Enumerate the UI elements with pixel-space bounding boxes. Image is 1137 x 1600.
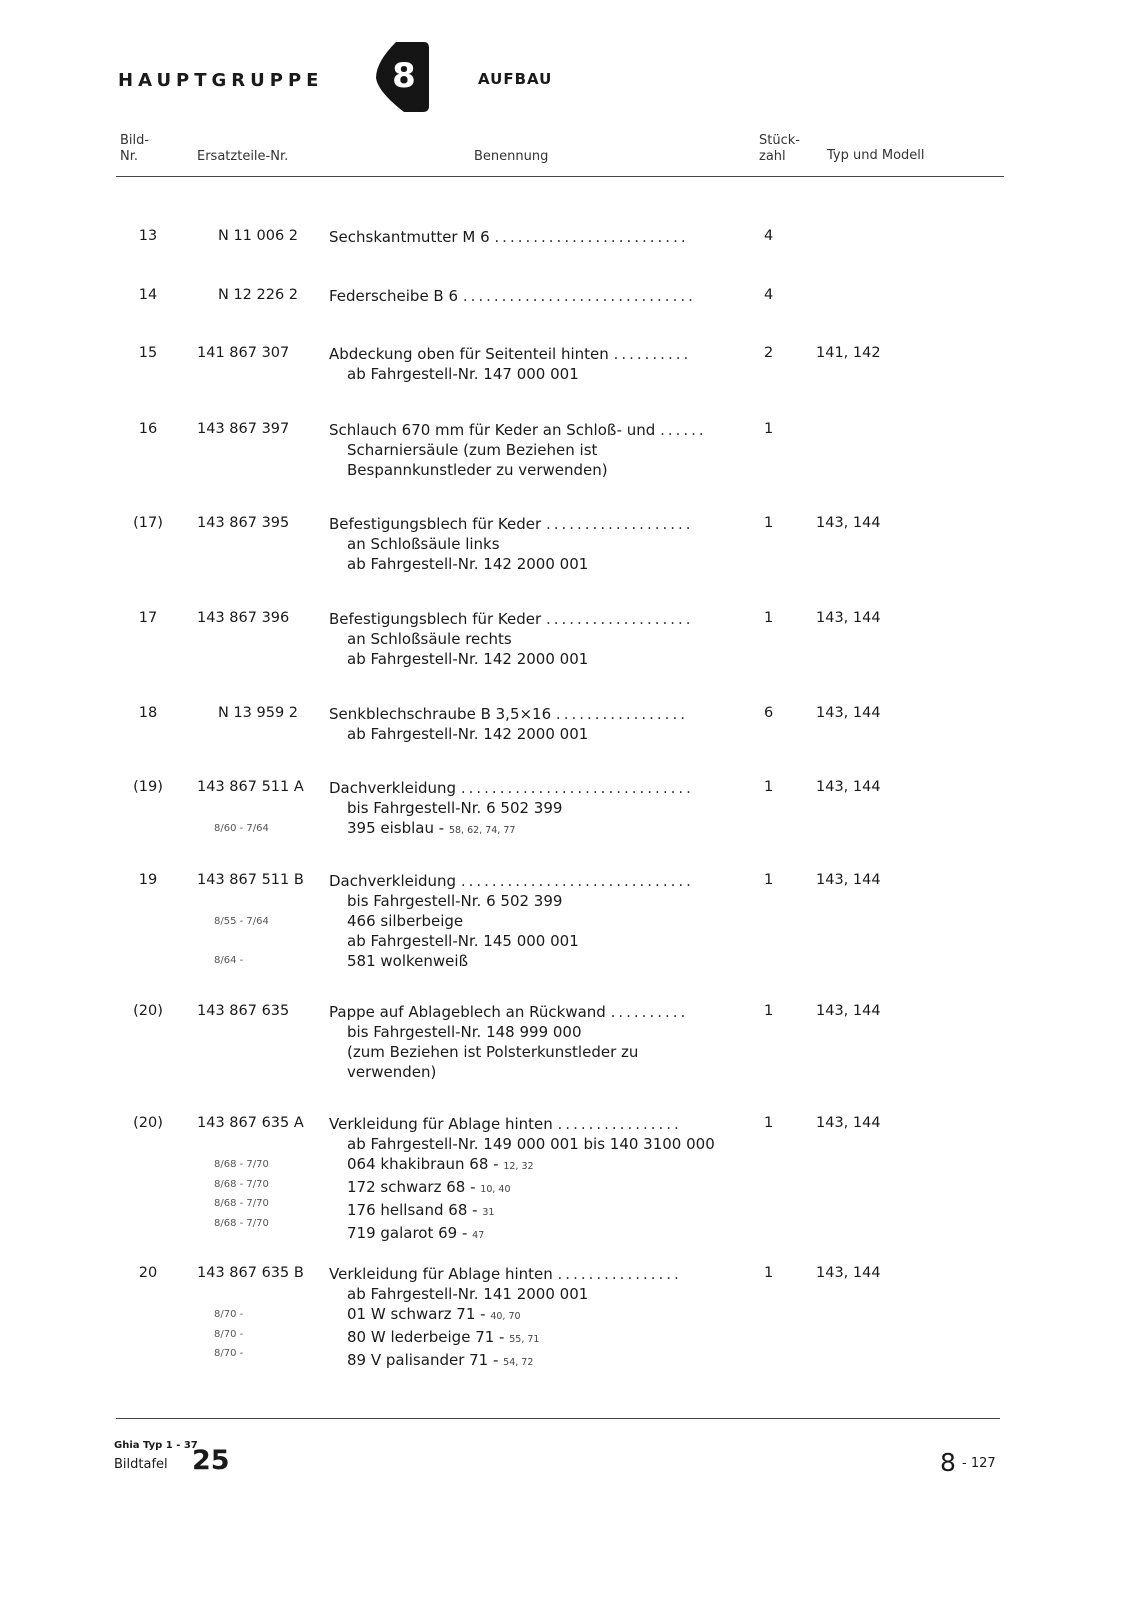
leader-dots: ..........: [613, 345, 692, 363]
description-text: 466 silberbeige: [347, 912, 464, 930]
leader-dots: ..........: [610, 1003, 689, 1021]
description: [329, 704, 688, 744]
description-text: 01 W schwarz 71 -: [347, 1305, 491, 1323]
description-line: [329, 724, 688, 744]
description-line: [329, 1223, 715, 1246]
description-text: 176 hellsand 68 -: [347, 1201, 483, 1219]
description-line: [329, 554, 694, 574]
description-text: ab Fahrgestell-Nr. 147 000 001: [347, 365, 579, 383]
description-line: [329, 1200, 715, 1223]
description-line: [329, 514, 694, 534]
description-line: [329, 649, 694, 669]
part-number: 141 867 307: [197, 345, 290, 361]
col-stueck-a: Stück-: [759, 133, 800, 148]
date-range: 8/70 -: [214, 1309, 244, 1320]
description-text: Pappe auf Ablageblech an Rückwand: [329, 1003, 606, 1021]
leader-dots: ...................: [545, 515, 694, 533]
description: [329, 609, 694, 669]
model-label: Ghia Typ 1 - 37: [114, 1440, 198, 1451]
description-line: [329, 911, 694, 931]
description-line: [329, 1002, 688, 1022]
description-line: [329, 1042, 688, 1062]
col-bild-b: Nr.: [120, 149, 139, 164]
description-line: [329, 364, 691, 384]
quantity: 2: [764, 345, 774, 361]
description-text: Senkblechschraube B 3,5×16: [329, 705, 552, 723]
group-label: HAUPTGRUPPE: [118, 70, 324, 91]
part-number: 143 867 635: [197, 1003, 290, 1019]
leader-dots: ...................: [545, 610, 694, 628]
description-line: [329, 778, 694, 798]
description-line: [329, 1284, 682, 1304]
type-model: 143, 144: [816, 1115, 881, 1131]
description: [329, 420, 707, 480]
date-range: 8/70 -: [214, 1348, 244, 1359]
col-typ: Typ und Modell: [827, 148, 925, 163]
description-line: [329, 227, 689, 247]
description-text: bis Fahrgestell-Nr. 148 999 000: [347, 1023, 582, 1041]
description-text: ab Fahrgestell-Nr. 145 000 001: [347, 932, 579, 950]
description-text: 719 galarot 69 -: [347, 1224, 473, 1242]
date-range: 8/70 -: [214, 1328, 244, 1340]
description-text: ab Fahrgestell-Nr. 142 2000 001: [347, 650, 589, 668]
type-model: 143, 144: [816, 610, 881, 626]
description-text: (zum Beziehen ist Polsterkunstleder zu: [347, 1043, 639, 1061]
quantity: 1: [764, 421, 774, 437]
description-line: [329, 1114, 715, 1134]
part-number: 143 867 395: [197, 515, 290, 531]
model-code: 47: [472, 1230, 485, 1241]
description: [329, 514, 694, 574]
quantity: 1: [764, 610, 774, 626]
description-text: an Schloßsäule rechts: [347, 630, 512, 648]
description-line: [329, 460, 707, 480]
description-text: Befestigungsblech für Keder: [329, 515, 542, 533]
type-model: 143, 144: [816, 705, 881, 721]
quantity: 1: [764, 1115, 774, 1131]
description-line: [329, 344, 691, 364]
description-text: Abdeckung oben für Seitenteil hinten: [329, 345, 609, 363]
type-model: 143, 144: [816, 1003, 881, 1019]
description-line: [329, 609, 694, 629]
description-text: verwenden): [347, 1063, 437, 1081]
description-text: Dachverkleidung: [329, 872, 457, 890]
bildtafel-label: Bildtafel: [114, 1457, 168, 1472]
description: [329, 344, 691, 384]
model-code: 58, 62, 74, 77: [448, 825, 516, 836]
description: [329, 1002, 688, 1082]
part-number: 143 867 397: [197, 421, 290, 437]
description-line: [329, 1154, 715, 1177]
date-range: 8/68 - 7/70: [214, 1198, 269, 1209]
description-text: bis Fahrgestell-Nr. 6 502 399: [347, 799, 563, 817]
leader-dots: ..............................: [460, 872, 694, 890]
model-code: 10, 40: [480, 1184, 511, 1195]
quantity: 6: [764, 705, 774, 721]
description-line: [329, 1304, 682, 1327]
description-line: [329, 534, 694, 554]
bild-nr: 19: [138, 872, 158, 888]
part-number: N 13 959 2: [218, 705, 299, 721]
bild-nr: 13: [138, 228, 158, 244]
description-line: [329, 951, 694, 971]
header-rule: [116, 176, 1004, 177]
description-line: [329, 891, 694, 911]
type-model: 143, 144: [816, 779, 881, 795]
quantity: 1: [764, 515, 774, 531]
description-text: bis Fahrgestell-Nr. 6 502 399: [347, 892, 563, 910]
quantity: 4: [764, 287, 774, 303]
date-range: 8/60 - 7/64: [214, 823, 269, 834]
model-code: 12, 32: [503, 1161, 534, 1172]
col-benennung: Benennung: [474, 149, 549, 164]
leader-dots: ..............................: [460, 779, 694, 797]
quantity: 1: [764, 779, 774, 795]
description-line: [329, 1177, 715, 1200]
description-line: [329, 1022, 688, 1042]
description-line: [329, 1350, 682, 1373]
description-text: Dachverkleidung: [329, 779, 457, 797]
description-line: [329, 1264, 682, 1284]
leader-dots: .................: [555, 705, 688, 723]
description-text: ab Fahrgestell-Nr. 141 2000 001: [347, 1285, 589, 1303]
description-text: Befestigungsblech für Keder: [329, 610, 542, 628]
col-ersatzteile: Ersatzteile-Nr.: [197, 149, 289, 164]
part-number: 143 867 511 A: [197, 779, 304, 795]
description-text: ab Fahrgestell-Nr. 149 000 001 bis 140 3100 000: [347, 1135, 715, 1153]
bildtafel-number: 25: [192, 1445, 230, 1476]
footer-rule: [116, 1418, 1000, 1419]
model-code: 54, 72: [503, 1357, 534, 1368]
description-text: Schlauch 670 mm für Keder an Schloß- und: [329, 421, 656, 439]
description-text: 172 schwarz 68 -: [347, 1178, 481, 1196]
part-number: N 12 226 2: [218, 287, 299, 303]
bild-nr: 17: [138, 610, 158, 626]
description-line: [329, 1327, 682, 1350]
date-range: 8/68 - 7/70: [214, 1217, 269, 1229]
description-text: Federscheibe B 6: [329, 287, 459, 305]
description-line: [329, 931, 694, 951]
type-model: 143, 144: [816, 1265, 881, 1281]
description: [329, 227, 689, 247]
description-text: Bespannkunstleder zu verwenden): [347, 461, 608, 479]
description-line: [329, 818, 694, 841]
description-line: [329, 420, 707, 440]
bild-nr: (17): [133, 515, 163, 531]
quantity: 1: [764, 1003, 774, 1019]
bild-nr: 15: [138, 345, 158, 361]
quantity: 4: [764, 228, 774, 244]
page-number-major: 8: [940, 1448, 956, 1477]
leader-dots: .........................: [494, 228, 689, 246]
group-title: AUFBAU: [478, 70, 553, 88]
date-range: 8/68 - 7/70: [214, 1159, 269, 1170]
date-range: 8/64 -: [214, 955, 244, 966]
date-range: 8/68 - 7/70: [214, 1178, 269, 1190]
description-text: 89 V palisander 71 -: [347, 1351, 504, 1369]
part-number: 143 867 511 B: [197, 872, 304, 888]
description-text: Verkleidung für Ablage hinten: [329, 1265, 553, 1283]
bild-nr: 18: [138, 705, 158, 721]
quantity: 1: [764, 872, 774, 888]
part-number: N 11 006 2: [218, 228, 299, 244]
description-text: Sechskantmutter M 6: [329, 228, 490, 246]
description-line: [329, 1062, 688, 1082]
col-stueck-b: zahl: [759, 149, 786, 164]
description-text: an Schloßsäule links: [347, 535, 500, 553]
part-number: 143 867 635 B: [197, 1265, 304, 1281]
type-model: 143, 144: [816, 872, 881, 888]
page-number-minor: - 127: [962, 1456, 996, 1471]
description: [329, 1264, 682, 1373]
bild-nr: (20): [133, 1003, 163, 1019]
type-model: 143, 144: [816, 515, 881, 531]
leader-dots: ................: [557, 1115, 682, 1133]
model-code: 40, 70: [490, 1311, 521, 1322]
part-number: 143 867 396: [197, 610, 290, 626]
description-line: [329, 1134, 715, 1154]
leader-dots: ......: [660, 421, 707, 439]
leader-dots: ................: [557, 1265, 682, 1283]
description-line: [329, 440, 707, 460]
group-number-badge: [374, 40, 430, 114]
part-number: 143 867 635 A: [197, 1115, 304, 1131]
type-model: 141, 142: [816, 345, 881, 361]
description-text: Verkleidung für Ablage hinten: [329, 1115, 553, 1133]
quantity: 1: [764, 1265, 774, 1281]
description-line: [329, 798, 694, 818]
bild-nr: 14: [138, 287, 158, 303]
bild-nr: 16: [138, 421, 158, 437]
bild-nr: (19): [133, 779, 163, 795]
description-text: 80 W lederbeige 71 -: [347, 1328, 510, 1346]
group-number: 8: [392, 56, 416, 96]
description-text: 395 eisblau -: [347, 819, 449, 837]
leader-dots: ..............................: [462, 287, 696, 305]
description-text: ab Fahrgestell-Nr. 142 2000 001: [347, 725, 589, 743]
model-code: 55, 71: [509, 1334, 540, 1345]
description-line: [329, 871, 694, 891]
description-line: [329, 286, 696, 306]
description-text: ab Fahrgestell-Nr. 142 2000 001: [347, 555, 589, 573]
description-line: [329, 704, 688, 724]
model-code: 31: [482, 1207, 495, 1218]
description-line: [329, 629, 694, 649]
description: [329, 286, 696, 306]
description: [329, 871, 694, 971]
description-text: 581 wolkenweiß: [347, 952, 469, 970]
bild-nr: (20): [133, 1115, 163, 1131]
bild-nr: 20: [138, 1265, 158, 1281]
description-text: Scharniersäule (zum Beziehen ist: [347, 441, 598, 459]
description-text: 064 khakibraun 68 -: [347, 1155, 504, 1173]
date-range: 8/55 - 7/64: [214, 916, 269, 927]
col-bild-a: Bild-: [120, 133, 150, 148]
description: [329, 778, 694, 841]
description: [329, 1114, 715, 1246]
